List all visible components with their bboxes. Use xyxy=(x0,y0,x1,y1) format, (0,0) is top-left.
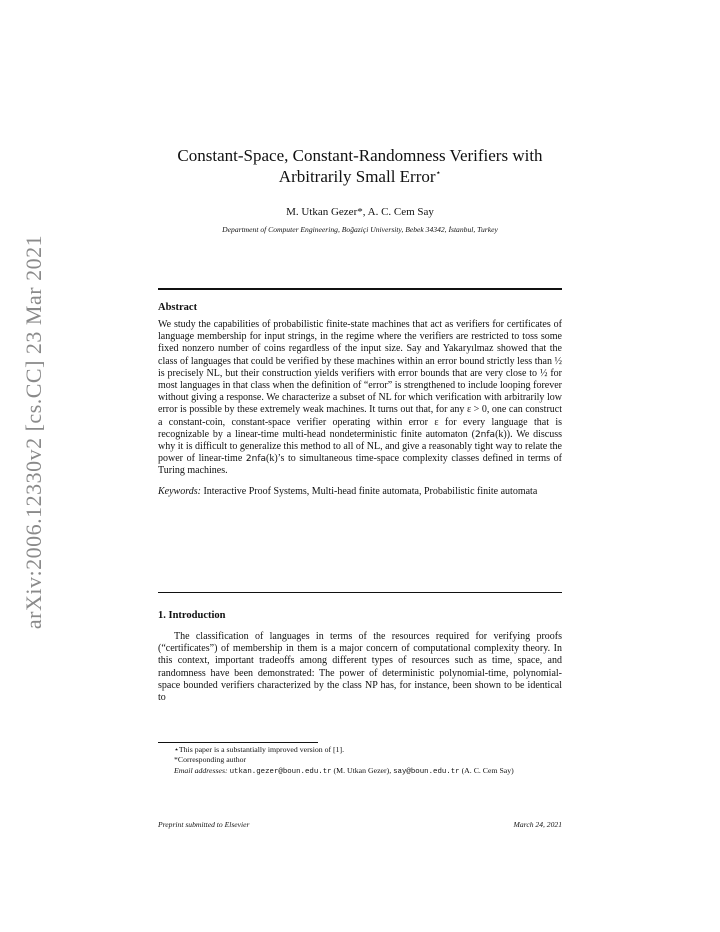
abstract-bottom-rule xyxy=(158,592,562,593)
intro-paragraph: The classification of languages in terms of the resources required for verifying proofs (“certificates”) of membership in them is a major concern of computational complexity theory. In this context, important tradeoffs among different types of resources such as time, space, and randomness have been demonstrated: The power of deterministic polynomial-time, polynomial-space bounded verifiers characterized by the class NP has, for instance, been shown to be identical to xyxy=(158,631,562,704)
email-label: Email addresses: xyxy=(174,765,228,775)
title-line-1: Constant-Space, Constant-Randomness Verifiers with xyxy=(177,146,543,165)
abstract-heading: Abstract xyxy=(158,302,198,313)
introduction-section xyxy=(158,610,562,704)
keywords-label: Keywords: xyxy=(158,485,201,497)
footer-date: March 24, 2021 xyxy=(513,820,562,829)
paper-title xyxy=(158,145,562,187)
abstract-top-rule xyxy=(158,288,562,290)
abstract-text-3: (k)’s to simultaneous time-space complexity classes defined in terms of Turing machines. xyxy=(158,453,562,477)
email-link-1[interactable]: utkan.gezer@boun.edu.tr xyxy=(229,767,332,776)
abstract-text-1: We study the capabilities of probabilistic finite-state machines that act as verifiers for certificates of language membership for input strings, in the regime where the verifiers are restricted to toss some fixed nonzero number of coins regardless of the input size. Say and Yakaryılmaz showed that the class of languages that could be verified by these machines within an error bound strictly less than ½ is precisely NL, but their construction yields verifiers with error bounds that are very close to ½ for most languages in that class when the definition of “error” is strengthened to include looping forever without giving a response. We characterize a subset of NL for which verification with arbitrarily low error is possible by these extremely weak machines. It turns out that, for any ε > 0, one can construct a constant-coin, constant-space verifier operating within error ε for every language that is recognizable by a linear-time multi-head nondeterministic finite automaton ( xyxy=(158,319,562,440)
footer-preprint: Preprint submitted to Elsevier xyxy=(158,820,250,829)
intro-heading: 1. Introduction xyxy=(158,610,226,621)
title-text: Arbitrarily Small Error xyxy=(278,167,436,186)
keywords xyxy=(158,486,562,498)
abstract-body xyxy=(158,319,562,478)
email-name-2: (A. C. Cem Say) xyxy=(459,765,514,775)
footnotes xyxy=(158,745,562,777)
page-footer xyxy=(158,820,562,829)
email-link-2[interactable]: say@boun.edu.tr xyxy=(393,767,460,776)
abstract-2nfa-2: 2nfa xyxy=(245,454,267,465)
email-footnote xyxy=(158,766,562,777)
email-name-1: (M. Utkan Gezer), xyxy=(331,765,394,775)
abstract-2nfa-1: 2nfa xyxy=(474,429,496,440)
arxiv-identifier xyxy=(14,222,54,642)
author-list: M. Utkan Gezer*, A. C. Cem Say xyxy=(286,206,434,218)
title-line-2 xyxy=(158,166,562,187)
footnote-2: *Corresponding author xyxy=(174,755,247,765)
affiliation: Department of Computer Engineering, Boğaziçi University, Bebek 34342, İstanbul, Turkey xyxy=(222,225,498,234)
abstract-text-2: (k)). We discuss why it is difficult to generalize this method to all of NL, and give a reasonably tight way to relate the power of linear-time xyxy=(158,428,563,465)
abstract-section xyxy=(158,302,562,498)
keywords-text: Interactive Proof Systems, Multi-head finite automata, Probabilistic finite automata xyxy=(200,485,538,497)
footnote-rule xyxy=(158,742,318,743)
footnote-1: ⋆This paper is a substantially improved version of [1]. xyxy=(174,745,345,754)
arxiv-id-text: arXiv:2006.12330v2 [cs.CC] 23 Mar 2021 xyxy=(21,234,46,630)
title-footnote-mark: ⋆ xyxy=(435,167,442,178)
